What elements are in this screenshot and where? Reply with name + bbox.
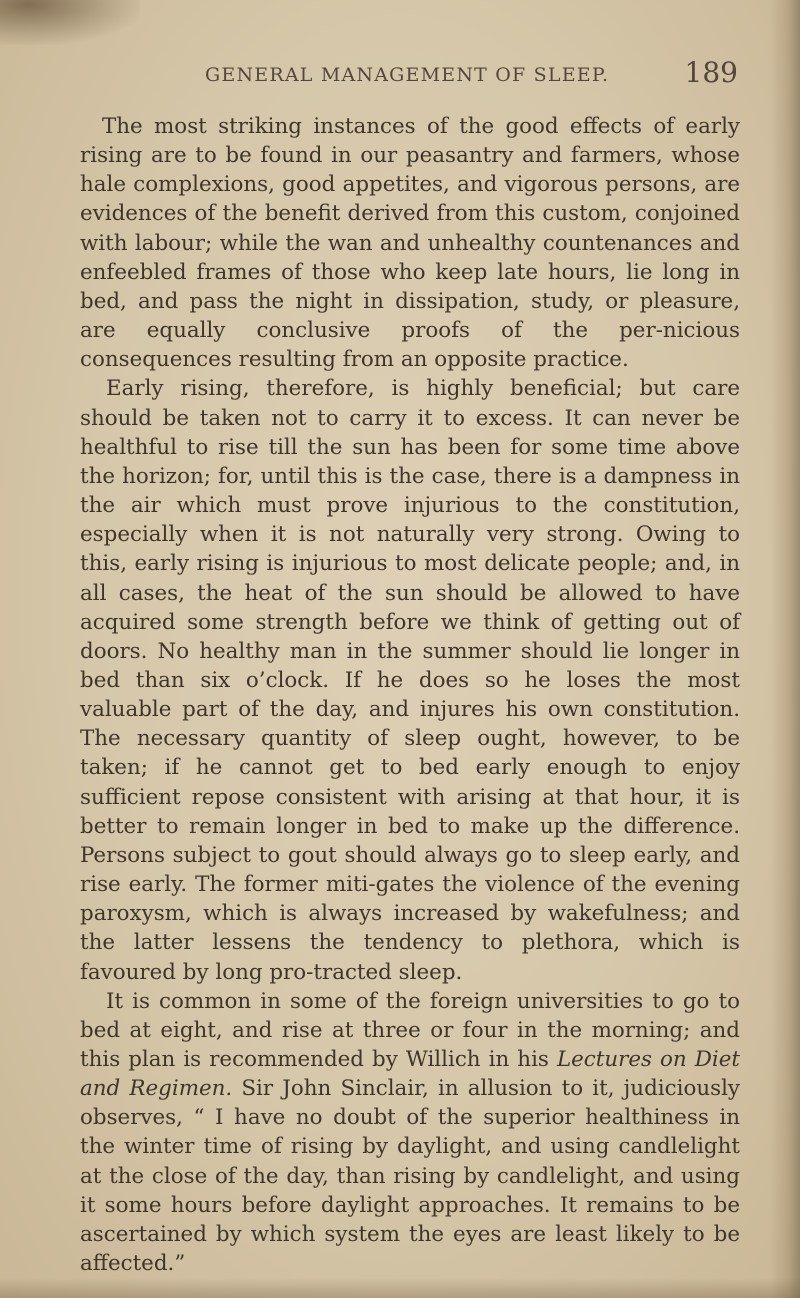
paragraph-3	[80, 987, 740, 1279]
running-head: GENERAL MANAGEMENT OF SLEEP.	[205, 64, 610, 86]
book-title-italic: Lectures on Diet and Regimen.	[80, 1047, 741, 1102]
page-number: 189	[684, 56, 738, 89]
page-header	[80, 56, 740, 96]
paragraph-3-text-before: It is common in some of the foreign universities to go to bed at eight, and rise at three or four in the morning; and this plan is recommended by Willich in his	[80, 988, 740, 1072]
page-edge-right	[770, 0, 800, 1298]
page-corner-shadow	[0, 0, 140, 45]
paragraph-2: Early rising, therefore, is highly beneficial; but care should be taken not to carry it to excess. It can never be healthful to rise till the sun has been for some time above the horizon; for, until this is the case, there is a dampness in the air which must prove injurious to the constitution, especially when it is not naturally very strong. Owing to this, early rising is injurious to most delicate people; and, in all cases, the heat of the sun should be allowed to have acquired some strength before we think of getting out of doors. No healthy man in the summer should lie longer in bed than six o’clock. If he does so he loses the most valuable part of the day, and injures his own constitution. The necessary quantity of sleep ought, however, to be taken; if he cannot get to bed early enough to enjoy sufficient repose consistent with arising at that hour, it is better to remain longer in bed to make up the difference. Persons subject to gout should always go to sleep early, and rise early. The former miti-gates the violence of the evening paroxysm, which is always increased by wakefulness; and the latter lessens the tendency to plethora, which is favoured by long pro-tracted sleep.	[80, 376, 740, 985]
body-text	[80, 112, 740, 1278]
paragraph-3-text-after: Sir John Sinclair, in allusion to it, judiciously observes, “ I have no doubt of the superior healthiness in the winter time of rising by daylight, and using candlelight at the close of the day, than rising by candlelight, and using it some hours before daylight approaches. It remains to be ascertained by which system the eyes are least likely to be affected.”	[80, 1076, 740, 1277]
paragraph-1: The most striking instances of the good effects of early rising are to be found in our peasantry and farmers, whose hale complexions, good appetites, and vigorous persons, are evidences of the benefit derived from this custom, conjoined with labour; while the wan and unhealthy countenances and enfeebled frames of those who keep late hours, lie long in bed, and pass the night in dissipation, study, or pleasure, are equally conclusive proofs of the per-nicious consequences resulting from an opposite practice.	[80, 114, 740, 373]
page-edge-bottom	[0, 1278, 800, 1298]
